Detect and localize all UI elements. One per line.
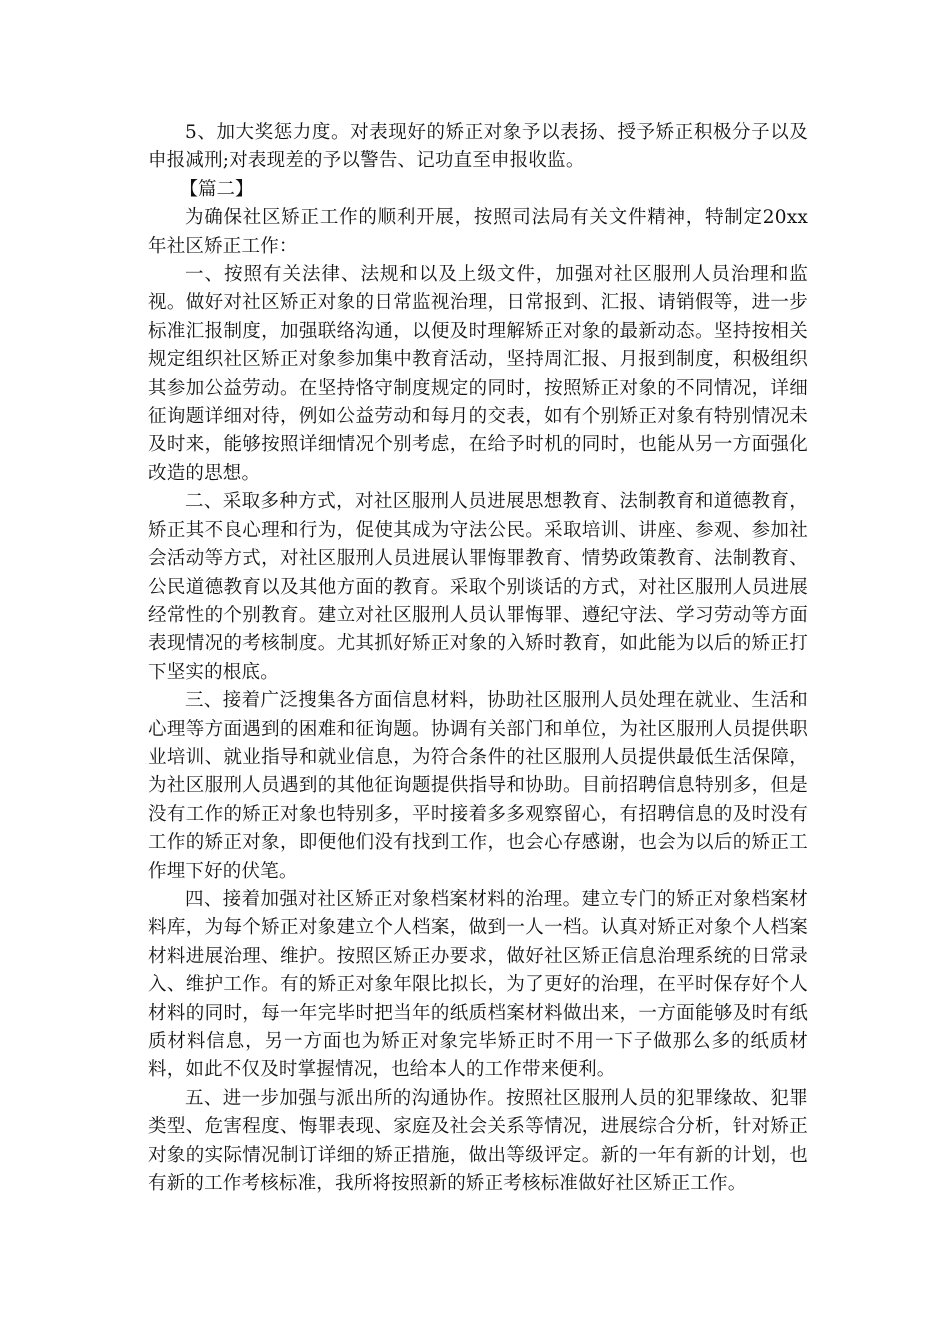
paragraph-preamble: 为确保社区矫正工作的顺利开展，按照司法局有关文件精神，特制定20xx年社区矫正工作： [148,207,808,257]
section-heading: 【篇二】 [179,178,254,200]
intro-paragraph: 5、加大奖惩力度。对表现好的矫正对象予以表扬、授予矫正积极分子以及申报减刑;对表现差的予以警告、记功直至申报收监。 [148,122,808,172]
paragraph-item-3: 三、接着广泛搜集各方面信息材料，协助社区服刑人员处理在就业、生活和心理等方面遇到的困难和征询题。协调有关部门和单位，为社区服刑人员提供职业培训、就业指导和就业信息，为符合条件的社区服刑人员提供最低生活保障，为社区服刑人员遇到的其他征询题提供指导和协助。目前招聘信息特别多，但是没有工作的矫正对象也特别多，平时接着多多观察留心，有招聘信息的及时没有工作的矫正对象，即便他们没有找到工作，也会心存感谢，也会为以后的矫正工作埋下好的伏笔。 [148,690,808,882]
paragraph-item-1: 一、按照有关法律、法规和以及上级文件，加强对社区服刑人员治理和监视。做好对社区矫正对象的日常监视治理，日常报到、汇报、请销假等，进一步标准汇报制度，加强联络沟通，以便及时理解矫正对象的最新动态。坚持按相关规定组织社区矫正对象参加集中教育活动，坚持周汇报、月报到制度，积极组织其参加公益劳动。在坚持恪守制度规定的同时，按照矫正对象的不同情况，详细征询题详细对待，例如公益劳动和每月的交表，如有个别矫正对象有特别情况未及时来，能够按照详细情况个别考虑，在给予时机的同时，也能从另一方面强化改造的思想。 [148,264,808,484]
document-body [148,119,808,1198]
paragraph-item-5: 五、进一步加强与派出所的沟通协作。按照社区服刑人员的犯罪缘故、犯罪类型、危害程度、悔罪表现、家庭及社会关系等情况，进展综合分析，针对矫正对象的实际情况制订详细的矫正措施，做出等级评定。新的一年有新的计划，也有新的工作考核标准，我所将按照新的矫正考核标准做好社区矫正工作。 [148,1087,808,1195]
paragraph-item-4: 四、接着加强对社区矫正对象档案材料的治理。建立专门的矫正对象档案材料库，为每个矫正对象建立个人档案，做到一人一档。认真对矫正对象个人档案材料进展治理、维护。按照区矫正办要求，做好社区矫正信息治理系统的日常录入、维护工作。有的矫正对象年限比拟长，为了更好的治理，在平时保存好个人材料的同时，每一年完毕时把当年的纸质档案材料做出来，一方面能够及时有纸质材料信息，另一方面也为矫正对象完毕矫正时不用一下子做那么多的纸质材料，如此不仅及时掌握情况，也给本人的工作带来便利。 [148,888,808,1081]
paragraph-item-2: 二、采取多种方式，对社区服刑人员进展思想教育、法制教育和道德教育，矫正其不良心理和行为，促使其成为守法公民。采取培训、讲座、参观、参加社会活动等方式，对社区服刑人员进展认罪悔罪教育、情势政策教育、法制教育、公民道德教育以及其他方面的教育。采取个别谈话的方式，对社区服刑人员进展经常性的个别教育。建立对社区服刑人员认罪悔罪、遵纪守法、学习劳动等方面表现情况的考核制度。尤其抓好矫正对象的入矫时教育，如此能为以后的矫正打下坚实的根底。 [148,491,808,683]
